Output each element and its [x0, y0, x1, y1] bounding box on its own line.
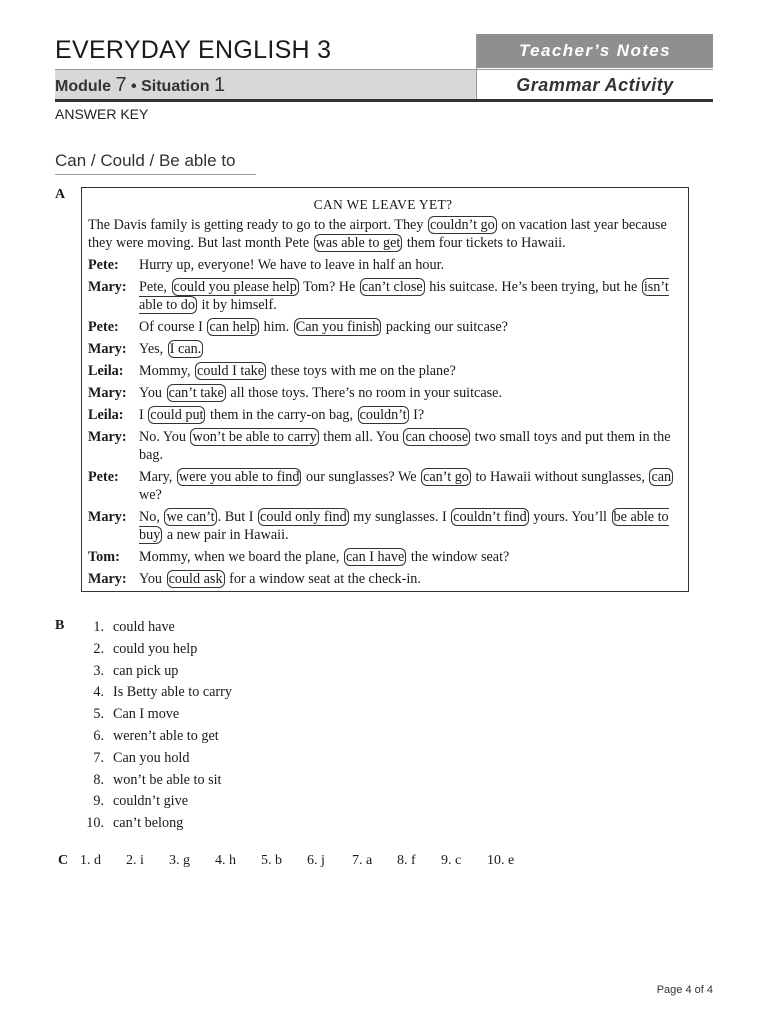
item-answer: Can I move: [113, 706, 180, 723]
item-answer: Is Betty able to carry: [113, 684, 232, 701]
story-text: Hurry up, everyone! We have to leave in half an hour.: [139, 257, 445, 273]
bullet: •: [131, 78, 137, 95]
speaker-name: Tom:: [88, 549, 120, 565]
list-item: [80, 705, 232, 727]
dialogue-text: [139, 570, 678, 588]
match-answer: 2. i: [126, 853, 144, 868]
story-text: these toys with me on the plane?: [267, 363, 456, 379]
story-intro: [88, 216, 678, 252]
circled-answer: couldn’t: [359, 407, 407, 423]
speaker-name: Mary:: [88, 429, 127, 445]
story-text: . But I: [217, 509, 258, 525]
story-text: for a window seat at the check-in.: [225, 571, 421, 587]
speaker-name: Mary:: [88, 385, 127, 401]
item-number: 1.: [93, 619, 104, 635]
story-text: two small toys and put them in the bag.: [139, 429, 671, 463]
item-answer: could you help: [113, 640, 198, 657]
circled-answer: can help: [209, 319, 258, 335]
story-text: on vacation last year because they were moving. But last month Pete: [88, 217, 667, 251]
item-number: 5.: [93, 706, 104, 723]
story-text: them four tickets to Hawaii.: [403, 235, 566, 251]
speaker-name: Mary:: [88, 279, 127, 295]
item-number: 7.: [93, 749, 104, 766]
speaker-name: Pete:: [88, 469, 119, 485]
circled-answer: Can you finish: [295, 319, 380, 335]
dialogue-line: [88, 278, 678, 314]
module-number: 7: [115, 74, 127, 96]
story-text: I: [139, 407, 148, 423]
circled-answer: couldn’t find: [453, 509, 527, 525]
story-dialogue: [88, 256, 678, 588]
circled-answer: isn’t able to do: [139, 279, 669, 313]
match-answer: 3. g: [169, 853, 190, 868]
story-text: yours. You’ll: [529, 509, 611, 525]
page-number: Page 4 of 4: [656, 984, 713, 996]
part-c-answers: [80, 853, 527, 869]
part-c-letter: C: [58, 853, 69, 868]
story-text: Mommy, when we board the plane,: [139, 549, 343, 565]
dialogue-line: [88, 384, 678, 402]
match-answer: 9. c: [441, 853, 462, 868]
circled-answer: was able to get: [315, 235, 401, 251]
story-text: him.: [260, 319, 293, 335]
speaker-name: Mary:: [88, 571, 127, 587]
circled-answer: could put: [150, 407, 204, 423]
match-answer: 6. j: [307, 853, 325, 868]
header-rule: [55, 99, 713, 102]
story-box: [81, 187, 689, 592]
module-bar: [55, 69, 476, 100]
part-b-list: [80, 618, 232, 836]
circled-answer: were you able to find: [178, 469, 300, 485]
match-answer: 8. f: [397, 853, 416, 868]
situation-label: Situation: [141, 78, 210, 95]
story-text: packing our suitcase?: [382, 319, 508, 335]
story-text: all those toys. There’s no room in your suitcase.: [226, 385, 503, 401]
story-text: Of course I: [139, 319, 207, 335]
circled-answer: be able to buy: [139, 509, 669, 543]
part-a-letter: A: [55, 187, 66, 202]
list-item: [80, 618, 232, 640]
speaker-name: Leila:: [88, 407, 124, 423]
dialogue-line: [88, 256, 678, 274]
story-text: it by himself.: [197, 297, 277, 313]
page-title: EVERYDAY ENGLISH 3: [55, 36, 332, 64]
story-text: Mary,: [139, 469, 176, 485]
list-item: [80, 749, 232, 771]
activity-label: Grammar Activity: [477, 69, 713, 100]
item-number: 10.: [86, 815, 104, 832]
dialogue-text: [139, 406, 678, 424]
dialogue-text: [139, 362, 678, 380]
item-answer: could have: [113, 619, 175, 635]
story-text: You: [139, 571, 166, 587]
story-title: CAN WE LEAVE YET?: [313, 197, 453, 212]
dialogue-text: [139, 508, 678, 544]
story-text: Tom? He: [299, 279, 359, 295]
dialogue-line: [88, 468, 678, 504]
dialogue-line: [88, 406, 678, 424]
dialogue-text: [139, 318, 678, 336]
dialogue-line: [88, 362, 678, 380]
item-number: 6.: [93, 727, 104, 744]
story-text: them all. You: [319, 429, 403, 445]
match-answer: 4. h: [215, 853, 236, 868]
story-text: The Davis family is getting ready to go to the airport. They: [88, 217, 427, 233]
list-item: [80, 727, 232, 749]
circled-answer: I can.: [169, 341, 202, 357]
story-text: Mommy,: [139, 363, 195, 379]
speaker-name: Pete:: [88, 319, 119, 335]
story-text: a new pair in Hawaii.: [163, 527, 289, 543]
item-answer: couldn’t give: [113, 793, 188, 810]
part-b-letter: B: [55, 618, 65, 633]
circled-answer: could you please help: [173, 279, 297, 295]
story-text: No,: [139, 509, 164, 525]
story-text: Yes,: [139, 341, 167, 357]
item-number: 4.: [93, 684, 104, 701]
speaker-name: Mary:: [88, 341, 127, 357]
list-item: [80, 771, 232, 793]
circled-answer: could ask: [168, 571, 223, 587]
story-text: his suitcase. He’s been trying, but he: [425, 279, 641, 295]
match-answer: 5. b: [261, 853, 282, 868]
circled-answer: couldn’t go: [429, 217, 495, 233]
story-text: my sunglasses. I: [349, 509, 451, 525]
story-text: You: [139, 385, 166, 401]
match-answer: 10. e: [487, 853, 515, 868]
circled-answer: can choose: [405, 429, 469, 445]
item-number: 3.: [93, 662, 104, 679]
dialogue-text: [139, 278, 678, 314]
speaker-name: Leila:: [88, 363, 124, 379]
dialogue-line: [88, 318, 678, 336]
list-item: [80, 640, 232, 662]
section-title: Can / Could / Be able to: [55, 151, 256, 175]
match-answer: 1. d: [80, 853, 101, 868]
dialogue-text: [139, 384, 678, 402]
dialogue-text: [139, 340, 678, 358]
dialogue-line: [88, 570, 678, 588]
circled-answer: can I have: [345, 549, 405, 565]
item-number: 9.: [93, 793, 104, 810]
dialogue-text: [139, 548, 678, 566]
circled-answer: can: [651, 469, 672, 485]
story-text: Pete,: [139, 279, 171, 295]
story-text: our sunglasses? We: [302, 469, 421, 485]
situation-number: 1: [213, 74, 226, 96]
item-answer: weren’t able to get: [113, 727, 219, 744]
module-label: Module: [55, 78, 111, 95]
item-answer: can pick up: [113, 662, 179, 679]
circled-answer: could I take: [197, 363, 265, 379]
story-text: No. You: [139, 429, 190, 445]
speaker-name: Pete:: [88, 257, 119, 273]
story-text: I?: [409, 407, 425, 423]
answer-key-label: ANSWER KEY: [55, 106, 149, 122]
dialogue-line: [88, 548, 678, 566]
dialogue-line: [88, 428, 678, 464]
circled-answer: we can’t: [166, 509, 215, 525]
dialogue-text: [139, 256, 678, 274]
item-answer: can’t belong: [113, 815, 184, 832]
dialogue-text: [139, 428, 678, 464]
dialogue-text: [139, 468, 678, 504]
dialogue-line: [88, 508, 678, 544]
speaker-name: Mary:: [88, 509, 127, 525]
circled-answer: won’t be able to carry: [192, 429, 317, 445]
story-text: to Hawaii without sunglasses,: [471, 469, 649, 485]
item-answer: Can you hold: [113, 749, 190, 766]
list-item: [80, 792, 232, 814]
item-number: 2.: [93, 640, 104, 657]
match-answer: 7. a: [352, 853, 373, 868]
teachers-notes-tab: Teacher’s Notes: [477, 34, 713, 68]
list-item: [80, 683, 232, 705]
circled-answer: can’t take: [168, 385, 224, 401]
story-text: them in the carry-on bag,: [206, 407, 357, 423]
list-item: [80, 662, 232, 684]
list-item: [80, 814, 232, 836]
item-answer: won’t be able to sit: [113, 771, 222, 788]
circled-answer: can’t go: [423, 469, 469, 485]
story-text: the window seat?: [407, 549, 510, 565]
circled-answer: can’t close: [361, 279, 423, 295]
circled-answer: could only find: [260, 509, 347, 525]
story-text: we?: [139, 487, 162, 503]
dialogue-line: [88, 340, 678, 358]
item-number: 8.: [93, 771, 104, 788]
